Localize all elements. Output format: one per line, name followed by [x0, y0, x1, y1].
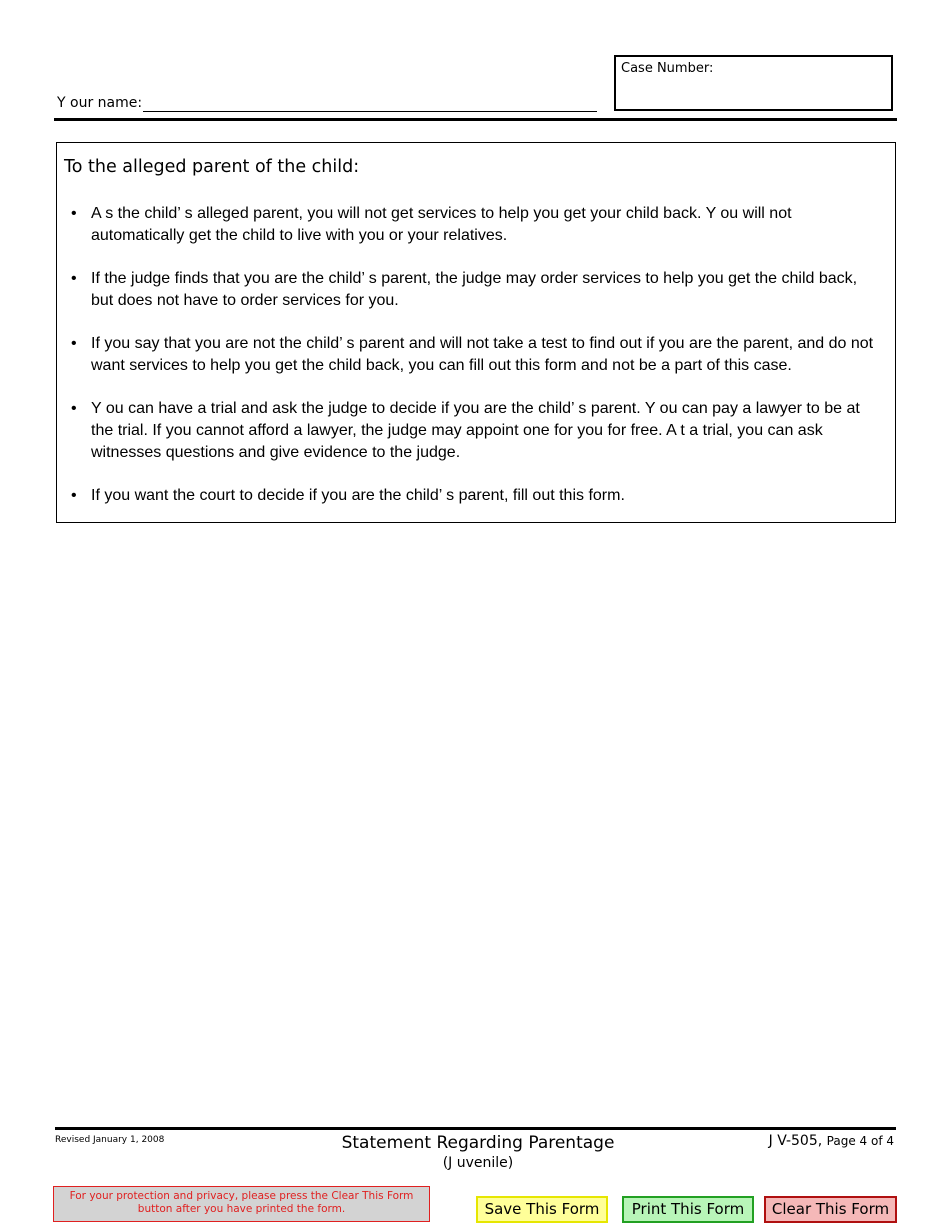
save-form-button[interactable]: Save This Form: [476, 1196, 608, 1223]
form-subtitle: (J uvenile): [442, 1155, 514, 1171]
bullet-marker: •: [71, 335, 77, 352]
footer-divider: [55, 1127, 896, 1130]
header-divider: [54, 118, 897, 121]
clear-form-button[interactable]: Clear This Form: [764, 1196, 897, 1223]
your-name-label: Y our name:: [57, 95, 143, 111]
bullet-marker: •: [71, 205, 77, 222]
bullet-text: If the judge finds that you are the child’ s parent, the judge may order services to help you get the child back, but does not have to order services for you.: [91, 270, 858, 309]
bullet-marker: •: [71, 487, 77, 504]
form-number: J V-505,: [768, 1133, 823, 1149]
privacy-notice: For your protection and privacy, please press the Clear This Form button after you have printed the form.: [53, 1186, 430, 1222]
bullet-text: If you want the court to decide if you are the child’ s parent, fill out this form.: [91, 487, 625, 504]
bullet-text: If you say that you are not the child’ s parent and will not take a test to find out if you are the parent, and do not want services to help you get the child back, you can fill out this form and not be a part of this case.: [91, 335, 874, 374]
notice-title: To the alleged parent of the child:: [64, 157, 360, 177]
list-item: [71, 203, 881, 247]
bullet-text: Y ou can have a trial and ask the judge to decide if you are the child’ s parent. Y ou can pay a lawyer to be at the trial. If you cannot afford a lawyer, the judge may appoint one for you for free. A t a trial, you can ask witnesses questions and give evidence to the judge.: [91, 400, 860, 461]
list-item: [71, 333, 881, 377]
notice-box: [56, 142, 896, 523]
case-number-label: Case Number:: [621, 61, 714, 76]
print-form-button[interactable]: Print This Form: [622, 1196, 754, 1223]
form-title: Statement Regarding Parentage: [341, 1133, 615, 1153]
case-number-field[interactable]: [614, 55, 893, 111]
list-item: [71, 398, 881, 464]
bullet-marker: •: [71, 400, 77, 417]
form-code: [700, 1133, 894, 1149]
list-item: [71, 485, 881, 507]
bullet-text: A s the child’ s alleged parent, you will not get services to help you get your child back. Y ou will not automatically get the child to live with you or your relatives.: [91, 205, 792, 244]
page-number: Page 4 of 4: [826, 1134, 894, 1148]
list-item: [71, 268, 881, 312]
bullet-marker: •: [71, 270, 77, 287]
your-name-field[interactable]: [143, 111, 597, 112]
revised-date: Revised January 1, 2008: [55, 1135, 165, 1145]
